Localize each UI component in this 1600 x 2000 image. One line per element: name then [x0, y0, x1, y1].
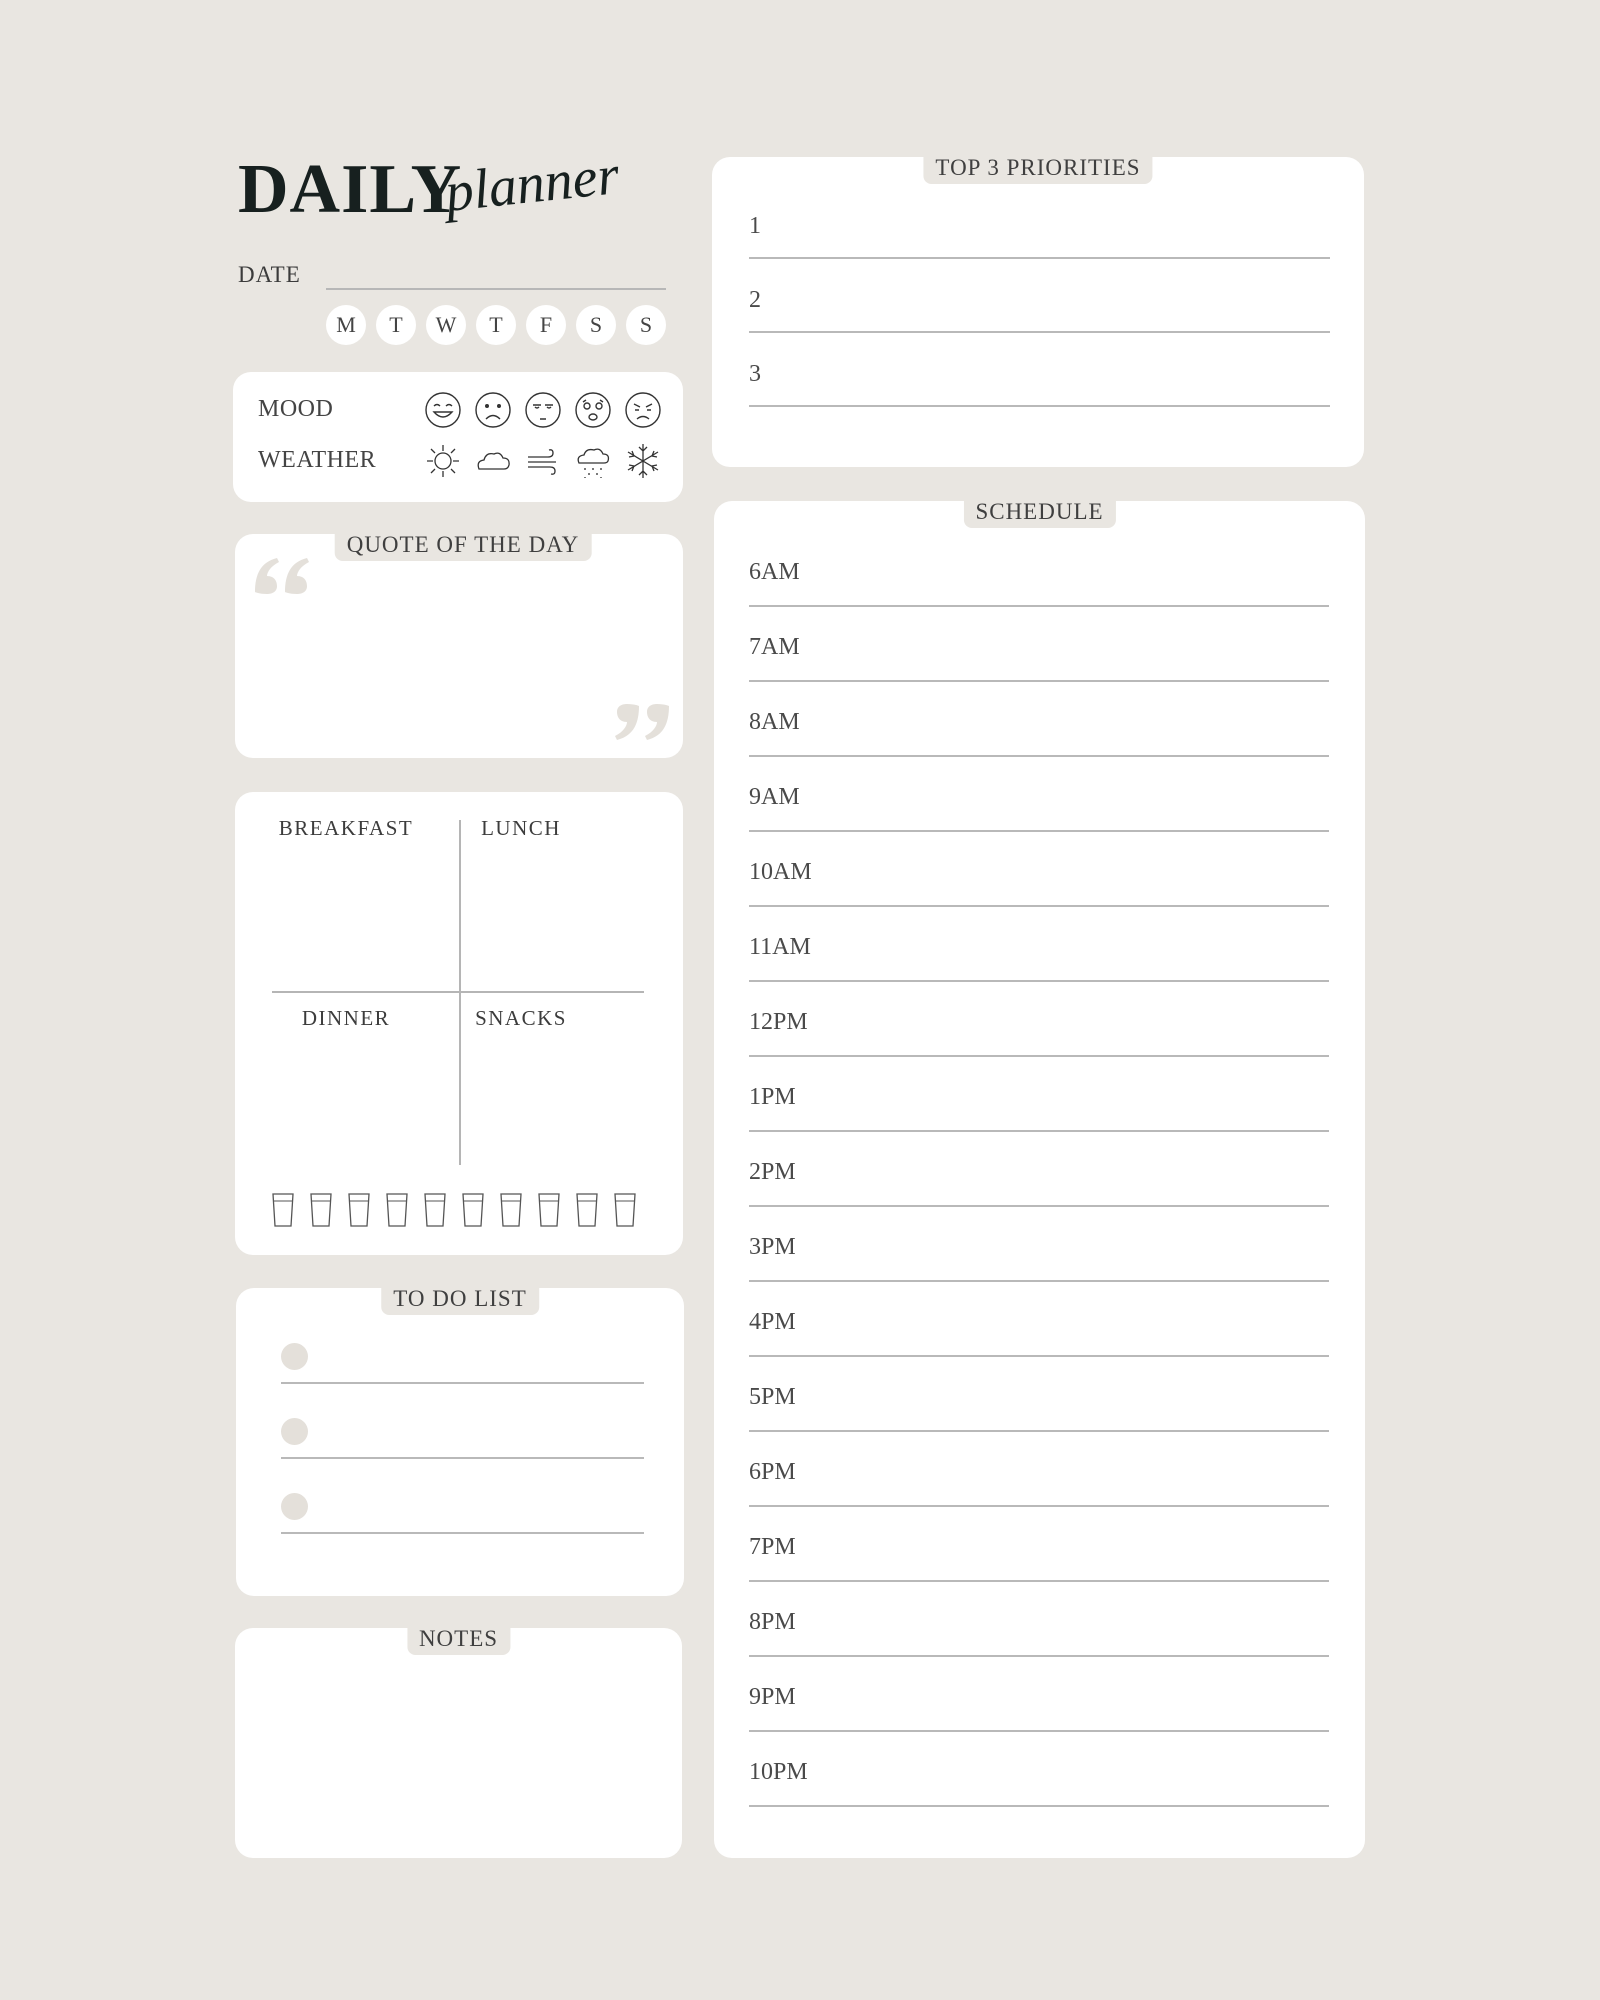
- schedule-hour: 7AM: [749, 634, 800, 660]
- schedule-hour: 3PM: [749, 1234, 796, 1260]
- schedule-line[interactable]: [749, 1280, 1329, 1282]
- water-glass-icon[interactable]: [271, 1192, 295, 1228]
- schedule-hour: 6AM: [749, 559, 800, 585]
- water-glass-icon[interactable]: [537, 1192, 561, 1228]
- meal-divider-vertical: [459, 820, 461, 1165]
- priority-number: 3: [749, 361, 761, 387]
- schedule-line[interactable]: [749, 1205, 1329, 1207]
- priority-line[interactable]: [749, 257, 1330, 259]
- day-thursday[interactable]: T: [476, 305, 516, 345]
- schedule-card: [714, 501, 1365, 1858]
- wind-icon[interactable]: [523, 441, 563, 481]
- quote-card: [235, 534, 683, 758]
- water-glass-icon[interactable]: [347, 1192, 371, 1228]
- snacks-label: SNACKS: [475, 1006, 567, 1030]
- todo-checkbox[interactable]: [281, 1493, 308, 1520]
- neutral-face-icon[interactable]: [523, 390, 563, 430]
- schedule-hour: 9PM: [749, 1684, 796, 1710]
- schedule-line[interactable]: [749, 1730, 1329, 1732]
- schedule-line[interactable]: [749, 1505, 1329, 1507]
- schedule-line[interactable]: [749, 1805, 1329, 1807]
- schedule-hour: 1PM: [749, 1084, 796, 1110]
- priority-number: 2: [749, 287, 761, 313]
- schedule-line[interactable]: [749, 1580, 1329, 1582]
- notes-title: NOTES: [407, 1624, 510, 1655]
- surprised-face-icon[interactable]: [573, 390, 613, 430]
- todo-checkbox[interactable]: [281, 1418, 308, 1445]
- open-quote-icon: [253, 554, 311, 594]
- schedule-line[interactable]: [749, 980, 1329, 982]
- weather-icons: [423, 441, 663, 481]
- notes-card[interactable]: [235, 1628, 682, 1858]
- day-saturday[interactable]: S: [576, 305, 616, 345]
- weather-label: WEATHER: [258, 447, 377, 473]
- todo-line[interactable]: [281, 1457, 644, 1459]
- schedule-hour: 12PM: [749, 1009, 808, 1035]
- water-glass-icon[interactable]: [613, 1192, 637, 1228]
- schedule-hour: 8AM: [749, 709, 800, 735]
- schedule-line[interactable]: [749, 1430, 1329, 1432]
- schedule-hour: 9AM: [749, 784, 800, 810]
- schedule-line[interactable]: [749, 1355, 1329, 1357]
- smiling-face-icon[interactable]: [423, 390, 463, 430]
- schedule-line[interactable]: [749, 1130, 1329, 1132]
- schedule-line[interactable]: [749, 1655, 1329, 1657]
- todo-card: [236, 1288, 684, 1596]
- weekday-selector: [326, 305, 666, 345]
- schedule-line[interactable]: [749, 755, 1329, 757]
- water-glass-icon[interactable]: [309, 1192, 333, 1228]
- water-glass-icon[interactable]: [575, 1192, 599, 1228]
- todo-title: TO DO LIST: [381, 1284, 539, 1315]
- water-glass-icon[interactable]: [499, 1192, 523, 1228]
- schedule-line[interactable]: [749, 605, 1329, 607]
- day-wednesday[interactable]: W: [426, 305, 466, 345]
- day-monday[interactable]: M: [326, 305, 366, 345]
- schedule-hour: 11AM: [749, 934, 811, 960]
- priorities-title: TOP 3 PRIORITIES: [923, 153, 1152, 184]
- date-label: DATE: [238, 262, 301, 287]
- schedule-hour: 10PM: [749, 1759, 808, 1785]
- close-quote-icon: [613, 704, 671, 744]
- todo-checkbox[interactable]: [281, 1343, 308, 1370]
- schedule-hour: 10AM: [749, 859, 812, 885]
- date-input-line[interactable]: [326, 288, 666, 290]
- page-title-script: planner: [442, 144, 622, 224]
- todo-line[interactable]: [281, 1382, 644, 1384]
- mood-label: MOOD: [258, 396, 334, 422]
- day-friday[interactable]: F: [526, 305, 566, 345]
- schedule-hour: 5PM: [749, 1384, 796, 1410]
- rain-icon[interactable]: [573, 441, 613, 481]
- breakfast-label: BREAKFAST: [278, 816, 414, 840]
- priority-line[interactable]: [749, 405, 1330, 407]
- water-glass-icon[interactable]: [385, 1192, 409, 1228]
- schedule-hour: 2PM: [749, 1159, 796, 1185]
- mood-weather-card: [233, 372, 683, 502]
- todo-line[interactable]: [281, 1532, 644, 1534]
- dinner-label: DINNER: [301, 1006, 391, 1030]
- schedule-line[interactable]: [749, 905, 1329, 907]
- lunch-label: LUNCH: [481, 816, 561, 840]
- water-glass-icon[interactable]: [423, 1192, 447, 1228]
- water-glass-icon[interactable]: [461, 1192, 485, 1228]
- schedule-line[interactable]: [749, 1055, 1329, 1057]
- meal-divider-horizontal: [272, 991, 644, 993]
- priorities-card: [712, 157, 1364, 467]
- angry-face-icon[interactable]: [623, 390, 663, 430]
- schedule-hour: 4PM: [749, 1309, 796, 1335]
- mood-icons: [423, 390, 663, 430]
- schedule-hour: 6PM: [749, 1459, 796, 1485]
- schedule-line[interactable]: [749, 680, 1329, 682]
- schedule-line[interactable]: [749, 830, 1329, 832]
- day-sunday[interactable]: S: [626, 305, 666, 345]
- quote-title: QUOTE OF THE DAY: [335, 530, 592, 561]
- cloud-icon[interactable]: [473, 441, 513, 481]
- priority-line[interactable]: [749, 331, 1330, 333]
- sun-icon[interactable]: [423, 441, 463, 481]
- day-tuesday[interactable]: T: [376, 305, 416, 345]
- snowflake-icon[interactable]: [623, 441, 663, 481]
- schedule-title: SCHEDULE: [963, 497, 1115, 528]
- priority-number: 1: [749, 213, 761, 239]
- schedule-hour: 8PM: [749, 1609, 796, 1635]
- page-title: DAILY: [238, 151, 463, 228]
- meals-card: [235, 792, 683, 1255]
- schedule-hour: 7PM: [749, 1534, 796, 1560]
- water-tracker: [271, 1192, 637, 1228]
- sad-face-icon[interactable]: [473, 390, 513, 430]
